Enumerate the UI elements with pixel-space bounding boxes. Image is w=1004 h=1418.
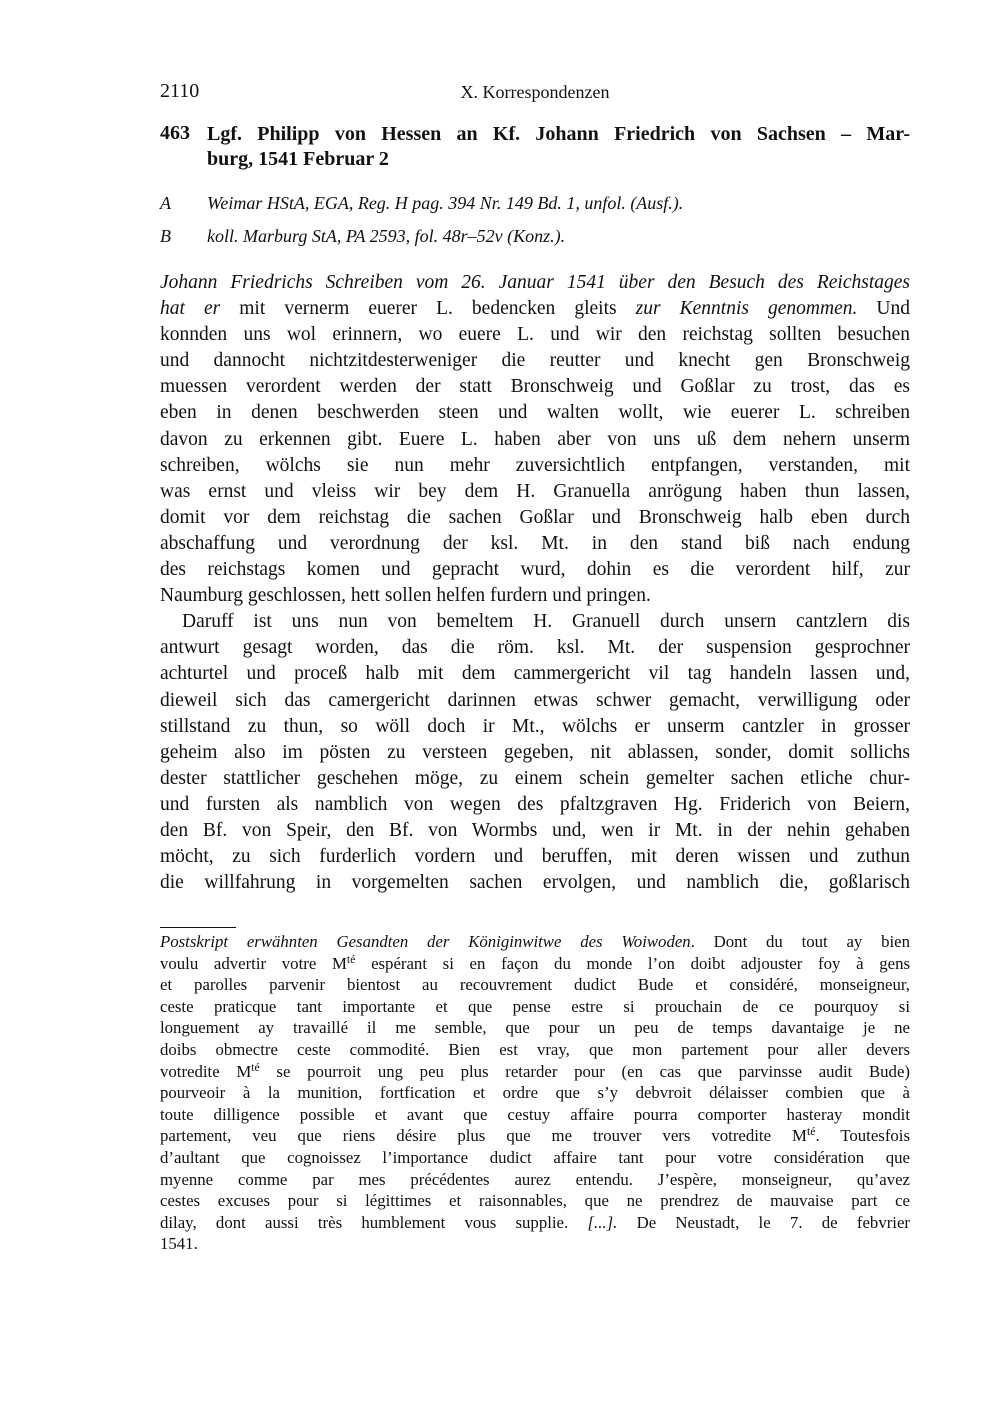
text-line: [160, 1233, 910, 1255]
document-title: [207, 122, 910, 172]
text-segment: doibs obmectre ceste commodité. Bien est vray, que mon partement pour aller devers: [160, 1039, 910, 1059]
source-text: koll. Marburg StA, PA 2593, fol. 48r–52v (Konz.).: [207, 226, 566, 246]
source-label: A: [160, 193, 171, 213]
text-line: [160, 635, 910, 661]
text-segment: et parolles parvenir bientost au recouvrement dudict Bude et considéré, monseigneur,: [160, 975, 910, 995]
text-line: [160, 1212, 910, 1234]
text-line: [160, 1082, 910, 1104]
text-line: [160, 270, 910, 296]
text-segment: muessen verordent werden der statt Bronschweig und Goßlar zu trost, das es: [160, 376, 910, 398]
text-segment: . Toutesfois: [815, 1126, 910, 1146]
italic-text: [...].: [587, 1212, 618, 1232]
text-line: [160, 1039, 910, 1061]
page-number: 2110: [160, 80, 200, 102]
text-segment: espérant si en façon du monde l’on doibt adjouster foy à gens: [355, 953, 910, 973]
text-segment: achturtel und proceß halb mit dem cammergericht vil tag handeln lassen und,: [160, 663, 910, 685]
text-line: [160, 688, 910, 714]
title-line: burg, 1541 Februar 2: [207, 148, 389, 170]
text-line: [160, 1190, 910, 1212]
text-segment: d’aultant que cognoissez l’importance dudict affaire tant pour votre considération que: [160, 1147, 910, 1167]
text-segment: schreiben, wölchs sie nun mehr zuversichtlich entpfangen, verstanden, mit: [160, 454, 910, 476]
text-line: [160, 427, 910, 453]
text-segment: longuement ay travaillé il me semble, que pour un peu de temps davantaige je ne: [160, 1018, 910, 1038]
text-line: [160, 505, 910, 531]
text-segment: cestes excuses pour si légittimes et raisonnables, que ne prendrez de mauvaise part ce: [160, 1191, 910, 1211]
text-line: [160, 400, 910, 426]
text-segment: geheim also im pösten zu versteen gegeben, nit ablassen, sonder, domit sollichs: [160, 741, 910, 763]
text-line: [160, 792, 910, 818]
text-segment: und dannocht nichtzitdesterweniger die reutter und knecht gen Bronschweig: [160, 350, 910, 372]
text-segment: Daruff ist uns nun von bemeltem H. Granuell durch unsern cantzlern dis: [182, 611, 910, 633]
text-line: [160, 479, 910, 505]
italic-text: Postskript erwähnten Gesandten der Königinwitwe des Woiwoden: [160, 932, 691, 951]
text-line: [160, 974, 910, 996]
document-number: 463: [160, 122, 190, 144]
text-segment: und fursten als namblich von wegen des pfaltzgraven Hg. Friderich von Beiern,: [160, 793, 910, 815]
italic-text: zur Kenntnis genommen.: [635, 298, 858, 320]
text-segment: se pourroit ung peu plus retarder pour (en cas que parvinsse audit Bude): [259, 1061, 910, 1081]
text-line: [160, 609, 910, 635]
source-text: Weimar HStA, EGA, Reg. H pag. 394 Nr. 149 Bd. 1, unfol. (Ausf.).: [207, 193, 684, 213]
text-segment: De Neustadt, le 7. de febvrier: [617, 1212, 911, 1232]
running-title: X. Korrespondenzen: [460, 82, 610, 102]
main-text: [160, 270, 910, 896]
italic-text: Johann Friedrichs Schreiben vom 26. Januar 1541 über den Besuch des Reichstages: [160, 272, 910, 293]
footnote-divider: [160, 927, 236, 928]
text-segment: 1541.: [160, 1234, 198, 1254]
text-line: [160, 931, 910, 953]
text-segment: eben in denen beschwerden steen und walten wollt, wie euerer L. schreiben: [160, 402, 910, 424]
text-line: [160, 348, 910, 374]
title-line: Lgf. Philipp von Hessen an Kf. Johann Friedrich von Sachsen – Mar-: [207, 123, 910, 145]
text-segment: stillstand zu thun, so wöll doch ir Mt., wölchs er unserm cantzler in grosser: [160, 715, 910, 737]
text-segment: . Dont du tout ay bien: [690, 932, 910, 951]
text-segment: pourveoir à la munition, fortfication et ordre que s’y debvroit délaisser combien que à: [160, 1083, 910, 1103]
text-line: [160, 1104, 910, 1126]
text-segment: voulu advertir votre M: [160, 953, 347, 973]
text-line: [160, 818, 910, 844]
text-segment: antwurt gesagt worden, das die röm. ksl. Mt. der suspension gesprochner: [160, 637, 910, 659]
text-line: [160, 766, 910, 792]
text-segment: Und: [857, 298, 910, 320]
text-segment: dieweil sich das camergericht darinnen etwas schwer gemacht, verwilligung oder: [160, 689, 910, 711]
text-line: [160, 870, 910, 896]
text-segment: myenne comme par mes précédentes aurez entendu. J’espère, monseigneur, qu’avez: [160, 1169, 910, 1189]
text-segment: möcht, zu sich furderlich vordern und beruffen, mit deren wissen und zuthun: [160, 846, 910, 868]
text-line: [160, 1061, 910, 1083]
text-line: [160, 531, 910, 557]
text-line: [160, 1125, 910, 1147]
text-segment: domit vor dem reichstag die sachen Goßlar und Bronschweig halb eben durch: [160, 506, 910, 528]
text-line: [160, 583, 910, 609]
text-segment: ceste praticque tant importante et que pense estre si prouchain de ce pourquoy si: [160, 996, 910, 1016]
text-segment: toute dilligence possible et avant que cestuy affaire pourra comporter hasteray mondit: [160, 1104, 910, 1124]
text-segment: dilay, dont aussi très humblement vous supplie.: [160, 1212, 588, 1232]
text-segment: mit vernerm euerer L. bedencken gleits: [220, 298, 636, 320]
text-line: [160, 1147, 910, 1169]
text-segment: davon zu erkennen gibt. Euere L. haben aber von uns uß dem nehern unserm: [160, 428, 910, 450]
text-segment: Naumburg geschlossen, hett sollen helfen furdern und pringen.: [160, 585, 651, 607]
text-line: [160, 1169, 910, 1191]
text-segment: partement, veu que riens désire plus que me trouver vers votredite M: [160, 1126, 807, 1146]
text-segment: des reichstags komen und gepracht wurd, dohin es die verordent hilf, zur: [160, 559, 910, 581]
footnote-text: [160, 931, 910, 1255]
text-line: [160, 296, 910, 322]
superscript-text: té: [346, 952, 356, 966]
text-line: [160, 1017, 910, 1039]
text-line: [160, 374, 910, 400]
text-line: [160, 661, 910, 687]
source-label: B: [160, 226, 171, 246]
text-line: [160, 557, 910, 583]
text-segment: konnden uns wol erinnern, wo euere L. und wir den reichstag sollten besuchen: [160, 324, 910, 346]
text-line: [160, 714, 910, 740]
text-segment: abschaffung und verordnung der ksl. Mt. in den stand biß nach endung: [160, 532, 910, 554]
italic-text: hat er: [160, 298, 221, 320]
text-line: [160, 953, 910, 975]
text-line: [160, 322, 910, 348]
text-line: [160, 844, 910, 870]
text-line: [160, 996, 910, 1018]
text-segment: die willfahrung in vorgemelten sachen ervolgen, und namblich die, goßlarisch: [160, 872, 910, 894]
text-segment: den Bf. von Speir, den Bf. von Wormbs und, wen ir Mt. in der nehin gehaben: [160, 819, 910, 841]
text-line: [160, 453, 910, 479]
superscript-text: té: [251, 1060, 260, 1074]
text-segment: was ernst und vleiss wir bey dem H. Granuella anrögung haben thun lassen,: [160, 480, 910, 502]
superscript-text: té: [806, 1125, 816, 1139]
text-segment: dester stattlicher geschehen möge, zu einem schein gemelter sachen etliche chur-: [160, 767, 910, 789]
text-segment: votredite M: [160, 1061, 252, 1081]
text-line: [160, 740, 910, 766]
